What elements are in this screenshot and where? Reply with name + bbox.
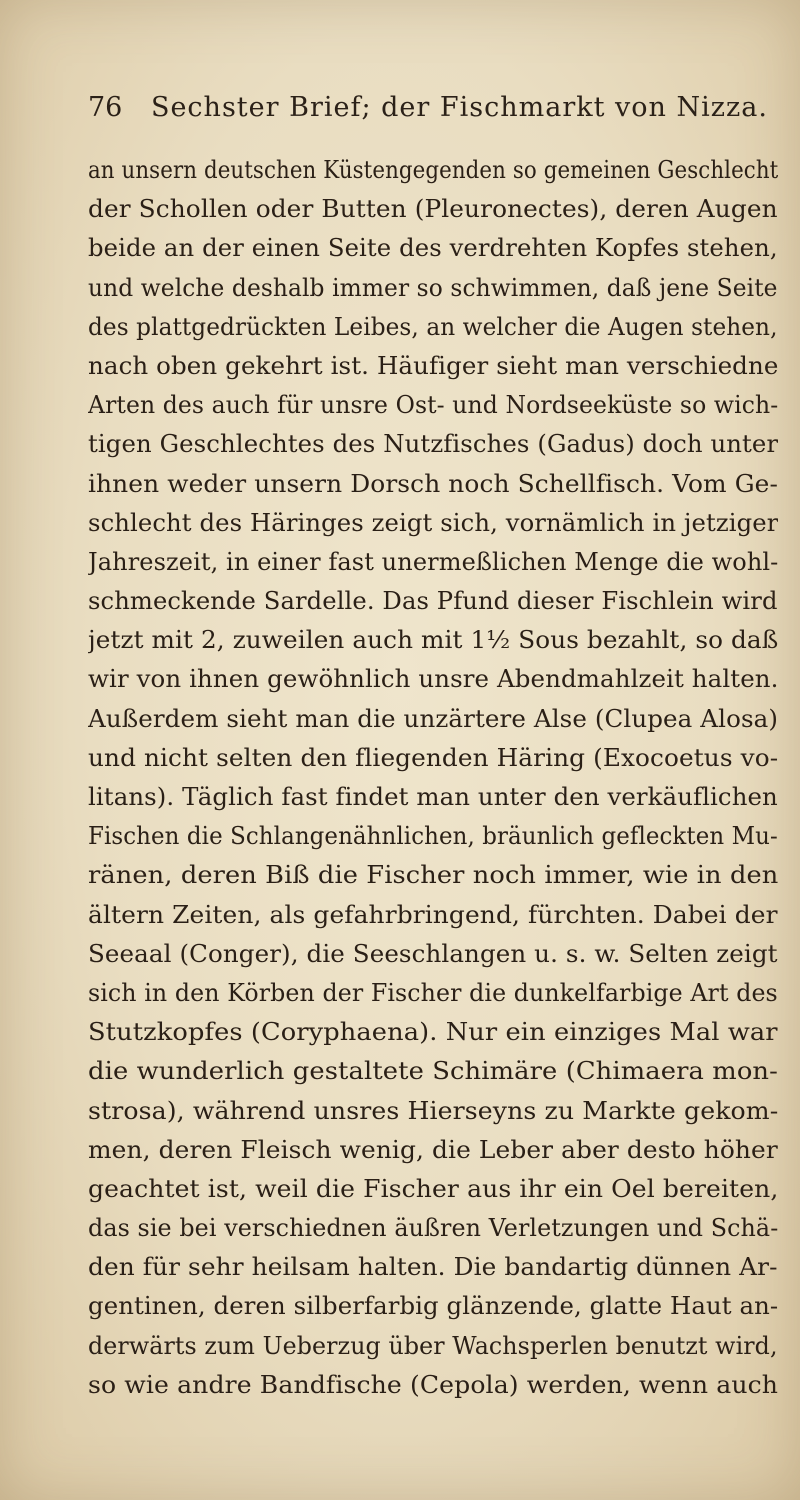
text-line: beide an der einen Seite des verdrehten Kopfes stehen, — [88, 233, 778, 263]
text-line: Stutzkopfes (Coryphaena). Nur ein einziges Mal war — [88, 1017, 778, 1047]
text-line: ältern Zeiten, als gefahrbringend, fürchten. Dabei der — [88, 899, 778, 929]
page-header — [88, 86, 768, 130]
text-line: jetzt mit 2, zuweilen auch mit 1½ Sous bezahlt, so daß — [88, 625, 779, 655]
text-line: ränen, deren Biß die Fischer noch immer, wie in den — [88, 860, 778, 890]
text-line: den für sehr heilsam halten. Die bandartig dünnen Ar- — [88, 1252, 778, 1282]
text-line: der Schollen oder Butten (Pleuronectes), deren Augen — [88, 194, 778, 224]
text-line: an unsern deutschen Küstengegenden so gemeinen Geschlecht — [88, 155, 778, 184]
text-line: nach oben gekehrt ist. Häufiger sieht man verschiedne — [88, 350, 778, 380]
text-line: strosa), während unsres Hierseyns zu Markte gekom- — [88, 1095, 779, 1125]
page-number: 76 — [88, 92, 123, 123]
text-line: Fischen die Schlangenähnlichen, bräunlich gefleckten Mu- — [88, 821, 778, 851]
text-line: derwärts zum Ueberzug über Wachsperlen benutzt wird, — [88, 1330, 778, 1360]
text-line: Jahreszeit, in einer fast unermeßlichen Menge die wohl- — [88, 546, 778, 576]
text-line: wir von ihnen gewöhnlich unsre Abendmahlzeit halten. — [88, 664, 779, 694]
text-line: Seeaal (Conger), die Seeschlangen u. s. w. Selten zeigt — [88, 938, 778, 968]
body-text — [88, 150, 788, 1404]
text-line: men, deren Fleisch wenig, die Leber aber desto höher — [88, 1134, 778, 1164]
text-line: das sie bei verschiednen äußren Verletzungen und Schä- — [88, 1213, 779, 1243]
text-line: schlecht des Häringes zeigt sich, vornämlich in jetziger — [88, 507, 779, 537]
text-line: und welche deshalb immer so schwimmen, daß jene Seite — [88, 272, 778, 302]
text-line: und nicht selten den fliegenden Häring (Exocoetus vo- — [88, 742, 778, 772]
text-line: Arten des auch für unsre Ost- und Nordseeküste so wich- — [88, 390, 779, 420]
text-line: Außerdem sieht man die unzärtere Alse (Clupea Alosa) — [88, 703, 779, 733]
text-line: tigen Geschlechtes des Nutzfisches (Gadus) doch unter — [88, 429, 778, 459]
text-line: gentinen, deren silberfarbig glänzende, glatte Haut an- — [88, 1291, 778, 1321]
text-line: die wunderlich gestaltete Schimäre (Chimaera mon- — [88, 1056, 778, 1086]
text-line: litans). Täglich fast findet man unter den verkäuflichen — [88, 782, 778, 811]
running-title: Sechster Brief; der Fischmarkt von Nizza. — [150, 92, 768, 123]
text-line: des plattgedrückten Leibes, an welcher die Augen stehen, — [88, 311, 778, 341]
text-line: sich in den Körben der Fischer die dunkelfarbige Art des — [88, 977, 778, 1007]
text-line: ihnen weder unsern Dorsch noch Schellfisch. Vom Ge- — [88, 468, 778, 498]
text-line: so wie andre Bandfische (Cepola) werden, wenn auch — [88, 1369, 779, 1399]
text-line: geachtet ist, weil die Fischer aus ihr ein Oel bereiten, — [88, 1173, 778, 1203]
text-line: schmeckende Sardelle. Das Pfund dieser Fischlein wird — [88, 586, 778, 616]
